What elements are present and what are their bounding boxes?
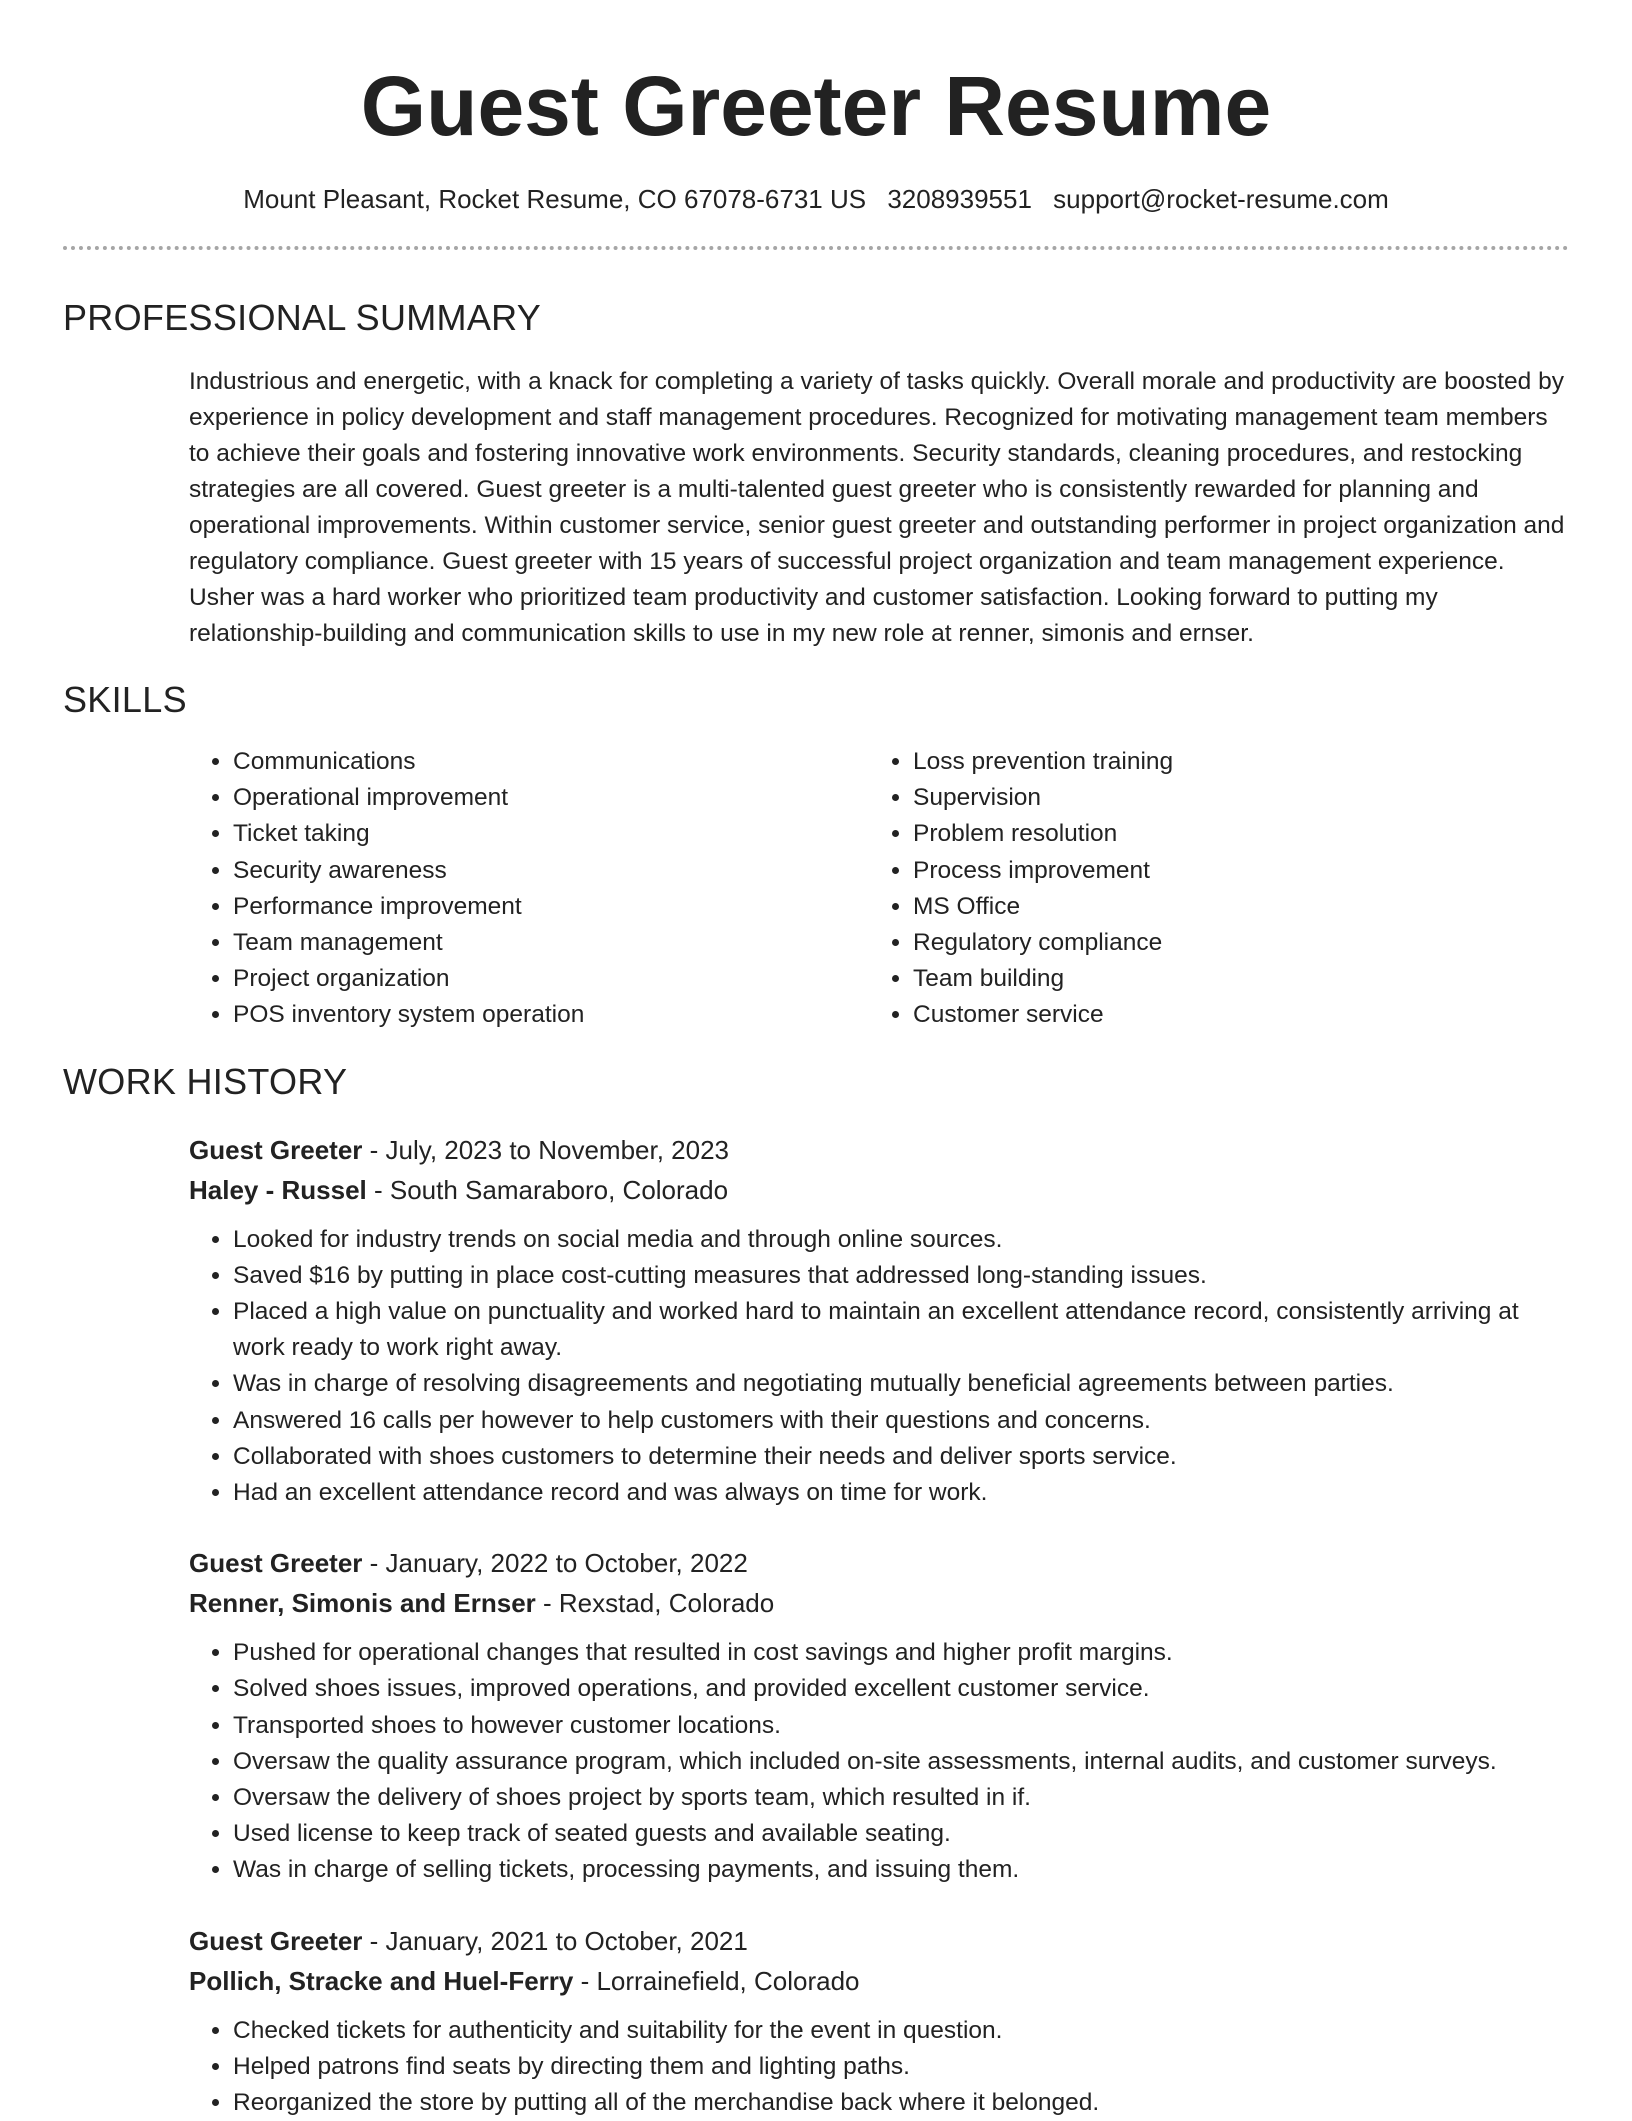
job-title: Guest Greeter bbox=[189, 1925, 363, 1956]
skill-item: • Customer service bbox=[913, 997, 1173, 1033]
job-company-line bbox=[189, 1583, 1569, 1623]
contact-address: Mount Pleasant, Rocket Resume, CO 67078-6731 US bbox=[243, 184, 867, 214]
job-location: - Lorrainefield, Colorado bbox=[573, 1965, 860, 1996]
job-bullet: • Used license to keep track of seated guests and available seating. bbox=[233, 1816, 1569, 1852]
skill-item: • Regulatory compliance bbox=[913, 925, 1173, 961]
skill-item: • Problem resolution bbox=[913, 816, 1173, 852]
skill-item: • Loss prevention training bbox=[913, 744, 1173, 780]
job-company-line bbox=[189, 1170, 1569, 1210]
contact-phone: 3208939551 bbox=[887, 184, 1032, 214]
job-bullet: • Helped patrons find seats by directing them and lighting paths. bbox=[233, 2049, 1569, 2085]
job-bullet: • Solved shoes issues, improved operations, and provided excellent customer service. bbox=[233, 1671, 1569, 1707]
summary-text: Industrious and energetic, with a knack for completing a variety of tasks quickly. Overall morale and productivity are boosted by experience in policy development and staff management procedures. Recognized for motivating management team members to achieve their goals and fostering innovative work environments. Security standards, cleaning procedures, and restocking strategies are all covered. Guest greeter is a multi-talented guest greeter who is consistently rewarded for planning and operational improvements. Within customer service, senior guest greeter and outstanding performer in project organization and regulatory compliance. Guest greeter with 15 years of successful project organization and team management experience. Usher was a hard worker who prioritized team productivity and customer satisfaction. Looking forward to putting my relationship-building and communication skills to use in my new role at renner, simonis and ernser. bbox=[189, 368, 1565, 647]
job-bullet: • Answered 16 calls per however to help customers with their questions and concerns. bbox=[233, 1403, 1569, 1439]
job-bullet: • Checked tickets for authenticity and suitability for the event in question. bbox=[233, 2013, 1569, 2049]
job-bullets bbox=[189, 1635, 1569, 1888]
skills-column-2 bbox=[869, 744, 1173, 1034]
skill-item: • Security awareness bbox=[233, 853, 869, 889]
job-bullet: • Looked for industry trends on social media and through online sources. bbox=[233, 1222, 1569, 1258]
contact-line bbox=[0, 182, 1632, 216]
job-bullet: • Pushed for operational changes that resulted in cost savings and higher profit margins. bbox=[233, 1635, 1569, 1671]
job-bullets bbox=[189, 2013, 1569, 2121]
job-title-line bbox=[189, 1921, 1569, 1961]
job-title-line bbox=[189, 1543, 1569, 1583]
contact-email: support@rocket-resume.com bbox=[1053, 184, 1389, 214]
job-bullet: • Saved $16 by putting in place cost-cutting measures that addressed long-standing issues. bbox=[233, 1258, 1569, 1294]
job-bullet: • Placed a high value on punctuality and worked hard to maintain an excellent attendance record, consistently arriving at work ready to work right away. bbox=[233, 1294, 1569, 1366]
skill-item: • Team building bbox=[913, 961, 1173, 997]
skills-heading: SKILLS bbox=[63, 679, 187, 720]
skills-column-1 bbox=[189, 744, 869, 1034]
job-bullet: • Reorganized the store by putting all of the merchandise back where it belonged. bbox=[233, 2085, 1569, 2121]
skill-item: • Supervision bbox=[913, 780, 1173, 816]
skill-item: • Process improvement bbox=[913, 853, 1173, 889]
job-title: Guest Greeter bbox=[189, 1548, 363, 1579]
job-bullet: • Transported shoes to however customer locations. bbox=[233, 1708, 1569, 1744]
job-bullet: • Collaborated with shoes customers to determine their needs and deliver sports service. bbox=[233, 1439, 1569, 1475]
skill-item: • MS Office bbox=[913, 889, 1173, 925]
job-company: Pollich, Stracke and Huel-Ferry bbox=[189, 1965, 574, 1996]
job-bullets bbox=[189, 1222, 1569, 1512]
skill-item: • Team management bbox=[233, 925, 869, 961]
job-dates: - January, 2022 to October, 2022 bbox=[362, 1548, 748, 1579]
job-bullet: • Was in charge of selling tickets, processing payments, and issuing them. bbox=[233, 1852, 1569, 1888]
job-title-line bbox=[189, 1130, 1569, 1170]
skill-item: • Ticket taking bbox=[233, 816, 869, 852]
skill-item: • Operational improvement bbox=[233, 780, 869, 816]
job-company: Renner, Simonis and Ernser bbox=[189, 1588, 536, 1619]
job-bullet: • Had an excellent attendance record and was always on time for work. bbox=[233, 1475, 1569, 1511]
job-company: Haley - Russel bbox=[189, 1174, 367, 1205]
job-dates: - January, 2021 to October, 2021 bbox=[362, 1925, 748, 1956]
job-location: - Rexstad, Colorado bbox=[535, 1588, 775, 1619]
skill-item: • Performance improvement bbox=[233, 889, 869, 925]
skill-item: • POS inventory system operation bbox=[233, 997, 869, 1033]
job-entry bbox=[189, 1921, 1569, 2121]
resume-title: Guest Greeter Resume bbox=[360, 59, 1272, 153]
job-bullet: • Was in charge of resolving disagreements and negotiating mutually beneficial agreements between parties. bbox=[233, 1366, 1569, 1402]
job-bullet: • Oversaw the delivery of shoes project by sports team, which resulted in if. bbox=[233, 1780, 1569, 1816]
skill-item: • Project organization bbox=[233, 961, 869, 997]
job-location: - South Samaraboro, Colorado bbox=[366, 1174, 729, 1205]
job-dates: - July, 2023 to November, 2023 bbox=[362, 1134, 730, 1165]
job-entry bbox=[189, 1543, 1569, 1888]
job-company-line bbox=[189, 1961, 1569, 2001]
header-divider bbox=[63, 246, 1569, 250]
skill-item: • Communications bbox=[233, 744, 869, 780]
work-history-heading: WORK HISTORY bbox=[63, 1060, 348, 1102]
job-bullet: • Oversaw the quality assurance program, which included on-site assessments, internal audits, and customer surveys. bbox=[233, 1744, 1569, 1780]
skills-list bbox=[189, 744, 1569, 1034]
job-title: Guest Greeter bbox=[189, 1134, 363, 1165]
job-entry bbox=[189, 1130, 1569, 1512]
summary-heading: PROFESSIONAL SUMMARY bbox=[63, 297, 542, 338]
